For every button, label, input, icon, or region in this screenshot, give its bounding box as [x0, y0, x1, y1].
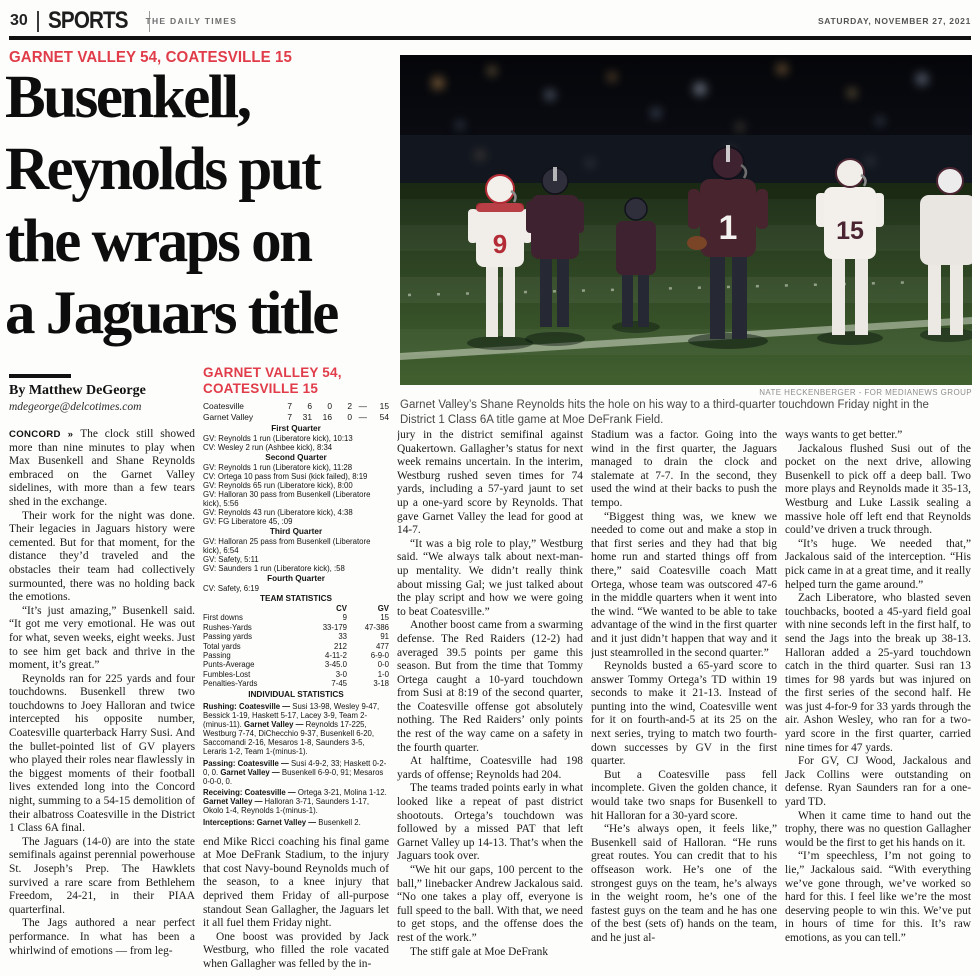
paragraph: “We hit our gaps, 100 percent to the ball,” linebacker Andrew Jackalous said. “No one takes a play off, everyone is full speed to the ball. With that, we need to get stops, and the offense does the rest of the work.”	[397, 864, 583, 944]
stat-label: Rushes-Yards	[203, 622, 252, 632]
stat-value-gv: 91	[380, 632, 389, 642]
stat-value-cv: 3-0	[335, 669, 347, 679]
byline-rule	[9, 374, 71, 378]
paragraph: end Mike Ricci coaching his final game at Moe DeFrank Stadium, to the injury that cost Navy-bound Reynolds much of the season, to a knee injury that deprived them Friday of all-purpose standout Sean Gallagher, the Jaguars let it all fuel them Friday night.	[203, 835, 389, 930]
boxscore-title	[203, 365, 389, 397]
scoring-play: GV: Halloran 30 pass from Busenkell (Liberatore kick), 5:56	[203, 490, 371, 508]
stat-category-bold: Rushing: Coatesville —	[203, 702, 293, 712]
headline	[5, 62, 401, 350]
linescore-team: Coatesville	[203, 401, 244, 411]
section-title: SPORTS	[47, 7, 128, 34]
stat-label: Passing yards	[203, 632, 252, 642]
stat-value-gv: 47-386	[364, 622, 389, 632]
scoring-play: GV: Safety, 5:11	[203, 555, 259, 564]
byline-email: mdegeorge@delcotimes.com	[9, 401, 142, 413]
stat-category-bold: Garnet Valley —	[203, 797, 265, 807]
dateline: CONCORD »	[9, 429, 81, 440]
photo-illustration	[400, 55, 972, 385]
paragraph: Zach Liberatore, who blasted seven touchbacks, booted a 45-yard field goal with nine seconds left in the first half, to send the Jags into the break up 38-13. Halloran added a 25-yard touchdown catch in the third quarter. Susi ran 13 times for 98 yards but was injured on the first series of the second half. He was just 4-for-9 for 33 yards through the air. Ashon Wesley, who ran for a two-yard score in the first quarter, carried nine times for 47 yards.	[785, 592, 971, 754]
paragraph: “He’s always open, it feels like,” Busenkell said of Halloran. “He runs great routes. You can credit that to his offseason work. He’s one of the strongest guys on the team, he’s always in the weight room, he’s one of the fastest guys on the team and he has one of the best (sets of) hands on the team, and he just al-	[591, 823, 777, 944]
linescore-quarter-score: 31	[302, 412, 312, 422]
linescore-quarter-score: 0	[347, 412, 352, 422]
paragraph: Stadium was a factor. Going into the wind in the first quarter, the Jaguars managed to drain the clock and stalemate at 7-7. In the second, they used the wind at their backs to push the tempo.	[591, 429, 777, 509]
paragraph: The Jags authored a near perfect performance. In what has been a whirlwind of emotions — from leg-	[9, 917, 195, 957]
paragraph: When it came time to hand out the trophy, there was no question Gallagher would be the first to get his hands on it.	[785, 809, 971, 849]
team-stats-row	[203, 632, 389, 641]
scoring-play: CV: Ortega 10 pass from Susi (kick failed), 8:19	[203, 472, 368, 481]
paragraph: Their work for the night was done. Their legacies in Jaguars history were cemented. But for that moment, for the distance they’d traveled and the obstacles their team had collectively surmounted, there was no holding back the emotions.	[9, 509, 195, 604]
team-stats-heading: TEAM STATISTICS	[259, 594, 332, 603]
stat-category-bold: Interceptions: Garnet Valley —	[203, 817, 319, 827]
stat-value-cv: 212	[333, 641, 347, 651]
team-stats	[203, 604, 389, 689]
photo-credit: NATE HECKENBERGER - FOR MEDIANEWS GROUP	[759, 388, 972, 397]
stat-label: First downs	[203, 613, 243, 623]
linescore-final-score: 54	[379, 412, 389, 422]
stat-category-bold: Passing: Coatesville —	[203, 758, 291, 768]
headline-line: Reynolds put	[5, 136, 320, 203]
scoring-summary	[203, 424, 389, 593]
quarter-heading: First Quarter	[271, 424, 321, 433]
linescore-final-score: 15	[379, 401, 389, 411]
paragraph: Reynolds ran for 225 yards and four touchdowns. Busenkell threw two touchdowns to Joey Halloran and twice intercepted his opposite number, Coatesville quarterback Harry Susi. And the bullet-pointed list of GV players who played their roles near flawlessly in the biggest moments of their football lives extended long into the Concord night, summing to a 54-15 demolition of their albatross Coatesville in the District 1 Class 6A final.	[9, 672, 195, 835]
scoring-play: GV: Reynolds 1 run (Liberatore kick), 11:28	[203, 463, 353, 472]
team-stats-row	[203, 670, 389, 679]
stat-value-cv: 9	[342, 613, 347, 623]
scoring-play: GV: Reynolds 43 run (Liberatore kick), 4:38	[203, 508, 353, 517]
stat-value-cv: 33-179	[322, 622, 347, 632]
stat-value-gv: 477	[375, 641, 389, 651]
scoring-play: CV: Safety, 6:19	[203, 584, 259, 593]
stat-value-cv: 33	[338, 632, 347, 642]
crowd-band	[400, 135, 972, 185]
linescore-quarter-score: 0	[327, 401, 332, 411]
stat-value-cv: 7-45	[331, 679, 347, 689]
linescore	[203, 401, 389, 423]
paragraph: ways wants to get better.”	[785, 429, 903, 441]
page-number: 30	[10, 12, 28, 29]
headline-line: a Jaguars title	[5, 280, 337, 347]
byline-author: By Matthew DeGeorge	[9, 383, 146, 398]
individual-stat-line	[203, 759, 389, 786]
paragraph: “It’s just amazing,” Busenkell said. “It got me very emotional. He was out for what, seven weeks, eight weeks. Just to see him get back and thrive in the moment, it’s great.”	[9, 604, 195, 672]
scoring-play: CV: Wesley 2 run (Ashbee kick), 8:34	[203, 443, 333, 452]
scoring-play: GV: FG Liberatore 45, :09	[203, 517, 293, 526]
paragraph: The teams traded points early in what looked like a repeat of past district shootouts. Ortega’s touchdown was followed by a missed PAT that left Garnet Valley up 14-13. That’s when the Jaguars took over.	[397, 782, 583, 863]
article-column-5	[785, 429, 971, 971]
boxscore-title-line: COATESVILLE 15	[203, 381, 319, 396]
linescore-team: Garnet Valley	[203, 412, 254, 422]
scoring-play: GV: Halloran 25 pass from Busenkell (Liberatore kick), 6:54	[203, 537, 371, 555]
stat-category-bold: Receiving: Coatesville —	[203, 788, 298, 798]
linescore-quarter-score: 2	[347, 401, 352, 411]
paragraph: The stiff gale at Moe DeFrank	[410, 945, 549, 958]
individual-stat-line	[203, 818, 389, 827]
stat-value-gv: 6-9-0	[370, 651, 389, 661]
linescore-quarter-score: 7	[287, 412, 292, 422]
publication-name: THE DAILY TIMES	[145, 16, 238, 26]
stat-label: Fumbles-Lost	[203, 669, 251, 679]
article-column-1	[9, 428, 195, 971]
article-column-2	[203, 836, 389, 971]
stat-label: Passing	[203, 651, 231, 661]
stat-value-gv: 0-0	[377, 660, 389, 670]
kicker: GARNET VALLEY 54, COATESVILLE 15	[9, 49, 292, 66]
column-2	[203, 365, 389, 971]
stat-label: Total yards	[203, 641, 241, 651]
paragraph: At halftime, Coatesville had 198 yards of offense; Reynolds had 204.	[397, 755, 583, 781]
paragraph: The Jaguars (14-0) are into the state semifinals against perennial powerhouse St. Joseph’s Prep. The Hawklets survived a rare scare from Bethlehem Freedom, 24-21, in their PIAA quarterfinal.	[9, 835, 195, 916]
stat-value-gv: 3-18	[373, 679, 389, 689]
individual-stats	[203, 702, 389, 827]
boxscore-title-line: GARNET VALLEY 54,	[203, 365, 342, 380]
scoring-play: GV: Reynolds 65 run (Liberatore kick), 8:00	[203, 481, 353, 490]
paragraph: “It’s huge. We needed that,” Jackalous said of the interception. “His pick came in at a great time, and it really helped turn the game around.”	[785, 537, 971, 591]
stat-text: Ortega 3-21, Molina 1-12.	[297, 788, 387, 798]
stat-category-bold: Garnet Valley —	[220, 767, 282, 777]
team-stats-row	[203, 613, 389, 622]
paragraph: jury in the district semifinal against Quakertown. Gallagher’s status for next week remains uncertain. In the interim, Westburg rushed seven times for 74 yards, including a 57-yard jaunt to set up a one-yard score by Reynolds. That gave Garnet Valley the lead for good at 14-7.	[397, 429, 583, 537]
stat-value-gv: 1-0	[377, 669, 389, 679]
team-stats-row	[203, 642, 389, 651]
team-stats-col-gv: GV	[377, 604, 389, 613]
linescore-dash: —	[358, 412, 367, 422]
stat-text: Busenkell 6-9-0, 91; Mesaros 0-0-0, 0.	[203, 767, 384, 786]
issue-date: SATURDAY, NOVEMBER 27, 2021	[817, 16, 971, 26]
headline-line: Busenkell,	[5, 64, 250, 131]
paragraph: But a Coatesville pass fell incomplete. Given the golden chance, it would take two snaps for Busenkell to hit Halloran for a 30-yard score.	[591, 768, 777, 822]
photo-caption: Garnet Valley’s Shane Reynolds hits the hole on his way to a third-quarter touchdown Friday night in the District 1 Class 6A title game at Moe DeFrank Field.	[400, 399, 929, 426]
stat-label: Punts-Average	[203, 660, 255, 670]
individual-stats-heading: INDIVIDUAL STATISTICS	[248, 689, 344, 699]
stat-text: Halloran 3-71, Saunders 1-17, Okolo 1-4, Reynolds 1-(minus-1).	[203, 797, 370, 816]
paragraph: “It was a big role to play,” Westburg said. “We always talk about next-man-up mentality. We didn’t really think about missing Gal; we just talked about the play script and how we were going to beat Coatesville.”	[397, 537, 583, 618]
jersey-number: 15	[836, 217, 864, 245]
team-stats-row	[203, 660, 389, 669]
paragraph: Reynolds busted a 65-yard score to answer Tommy Ortega’s TD within 19 seconds to make it 21-13. Instead of punting into the wind, Coatesville went for it on fourth-and-5 at its 25 on the next series, trying to match two fourth-down successes by GV in the first quarter.	[591, 660, 777, 768]
linescore-quarter-score: 16	[322, 412, 332, 422]
jersey-number: 1	[718, 209, 738, 247]
jersey-number: 9	[492, 229, 508, 259]
article-column-3	[397, 429, 583, 971]
paragraph: Another boost came from a swarming defense. The Red Raiders (12-2) had averaged 39.5 points per game this season. But from the time that Tommy Ortega caught a 10-yard touchdown from Susi at 8:19 of the second quarter, the Coatesville offense got absolutely nothing. The Red Raiders’ only points the rest of the way came on a safety in the fourth quarter.	[397, 619, 583, 754]
scoring-play: GV: Saunders 1 run (Liberatore kick), :58	[203, 564, 345, 573]
linescore-quarter-score: 7	[287, 401, 292, 411]
stat-label: Penalties-Yards	[203, 679, 258, 689]
masthead-divider	[37, 11, 39, 32]
team-stats-col-cv: CV	[336, 604, 347, 613]
team-stats-row	[203, 623, 389, 632]
article-column-4	[591, 429, 777, 971]
stat-text: Susi 13-98, Wesley 9-47, Bessick 1-19, Haskett 5-17, Lacey 3-9, Team 2-(minus-11).	[203, 702, 380, 730]
scoring-play: GV: Reynolds 1 run (Liberatore kick), 10:13	[203, 434, 353, 443]
stat-text: Busenkell 2.	[318, 817, 361, 827]
masthead	[10, 6, 971, 36]
stat-text: Susi 4-9-2, 33; Haskett 0-2-0, 0.	[203, 758, 387, 777]
stat-text: Reynolds 17-225, Westburg 7-74, DiChecchio 9-37, Busenkell 6-20, Saccomandi 2-16, Mesaros 1-8, Saunders 3-5, Leraris 1-2, Team 1-(minus-1).	[203, 720, 375, 757]
quarter-heading: Third Quarter	[269, 527, 323, 536]
stat-value-cv: 4-11-2	[325, 651, 347, 661]
individual-stat-line	[203, 702, 389, 756]
stat-value-gv: 15	[380, 613, 389, 623]
masthead-rule	[9, 36, 971, 40]
paragraph: For GV, CJ Wood, Jackalous and Jack Collins were outstanding on defense. Ryan Saunders ran for a one-yard TD.	[785, 755, 971, 809]
stat-value-cv: 3-45.0	[324, 660, 347, 670]
team-stats-row	[203, 679, 389, 688]
linescore-dash: —	[358, 401, 367, 411]
boxscore	[203, 365, 389, 827]
paragraph: One boost was provided by Jack Westburg, who filled the role vacated when Gallagher was felled by the in-	[203, 930, 389, 970]
team-stats-header-spacer	[203, 604, 305, 613]
individual-stat-line	[203, 788, 389, 815]
linescore-quarter-score: 6	[307, 401, 312, 411]
quarter-heading: Fourth Quarter	[267, 574, 325, 583]
paragraph: CONCORD » The clock still showed more than nine minutes to play when Max Busenkell and Shane Reynolds embraced on the Garnet Valley sidelines, with more than a few tears shed in the exchange.	[9, 428, 195, 508]
lead-photo	[400, 55, 972, 385]
team-stats-header	[203, 604, 389, 613]
quarter-heading: Second Quarter	[265, 453, 327, 462]
stat-category-bold: Garnet Valley —	[244, 720, 306, 730]
linescore-row	[203, 401, 389, 412]
paragraph: “I’m speechless, I’m not going to lie,” Jackalous said. “With everything we’ve gone through, we’ve worked so hard for this. I feel like we’re the most deserving people to win this. We’ve put in hours of time for this. It’s raw emotions, as you can tell.”	[785, 850, 971, 944]
linescore-row	[203, 412, 389, 423]
team-stats-row	[203, 651, 389, 660]
paragraph: Jackalous flushed Susi out of the pocket on the next drive, allowing Busenkell to pick off a deep ball. Two more plays and Reynolds made it 35-13, Westburg and Luke Lassik sealing a massive hole off left end that Reynolds could’ve driven a truck through.	[785, 442, 971, 537]
headline-line: the wraps on	[5, 208, 311, 275]
paragraph: “Biggest thing was, we knew we needed to come out and make a stop in that first series and they had that big home run and started things off from there,” said Coatesville coach Matt Ortega, whose team was outscored 47-6 in the middle quarters when it went into the wind. “We wanted to be able to take advantage of the wind in the first quarter and it just didn’t happen that way and it just steamrolled in the second quarter.”	[591, 510, 777, 659]
